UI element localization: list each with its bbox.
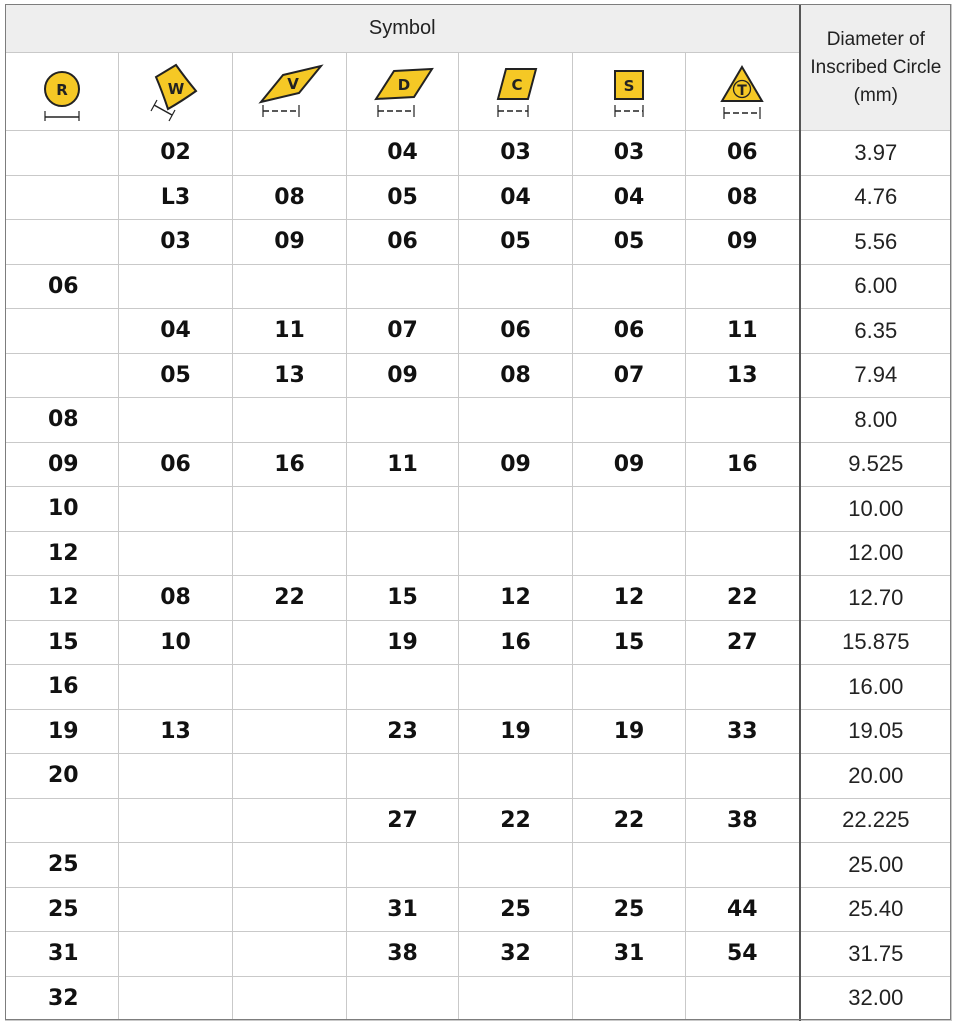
size-code-r: 20 bbox=[6, 754, 119, 799]
size-code-v: 08 bbox=[233, 175, 347, 220]
size-code-r: 25 bbox=[6, 887, 119, 932]
svg-text:V: V bbox=[286, 74, 299, 93]
size-code-d: 23 bbox=[347, 709, 459, 754]
size-code-v: 09 bbox=[233, 220, 347, 265]
size-code-s: 19 bbox=[573, 709, 686, 754]
size-code-t: 09 bbox=[686, 220, 800, 265]
size-code-r: 06 bbox=[6, 264, 119, 309]
diameter-value: 20.00 bbox=[800, 754, 952, 799]
size-code-d: 09 bbox=[347, 353, 459, 398]
size-code-d: 19 bbox=[347, 620, 459, 665]
size-code-w: 10 bbox=[119, 620, 233, 665]
size-code-s: 07 bbox=[573, 353, 686, 398]
diameter-value: 8.00 bbox=[800, 398, 952, 443]
diameter-value: 6.35 bbox=[800, 309, 952, 354]
diameter-header-line1: Diameter of bbox=[826, 28, 925, 50]
size-code-t: 54 bbox=[686, 932, 800, 977]
diameter-value: 31.75 bbox=[800, 932, 952, 977]
size-code-c: 03 bbox=[459, 131, 573, 176]
svg-text:S: S bbox=[623, 76, 635, 95]
size-code-c: 06 bbox=[459, 309, 573, 354]
size-code-d: 07 bbox=[347, 309, 459, 354]
size-code-v: 13 bbox=[233, 353, 347, 398]
diameter-value: 6.00 bbox=[800, 264, 952, 309]
size-code-s: 06 bbox=[573, 309, 686, 354]
size-code-w: 13 bbox=[119, 709, 233, 754]
diameter-header-line3: (mm) bbox=[853, 84, 898, 106]
size-code-c: 25 bbox=[459, 887, 573, 932]
size-code-s: 25 bbox=[573, 887, 686, 932]
size-code-r: 10 bbox=[6, 487, 119, 532]
diameter-value: 25.00 bbox=[800, 843, 952, 888]
size-code-t: 38 bbox=[686, 798, 800, 843]
size-code-d: 31 bbox=[347, 887, 459, 932]
size-code-t: 08 bbox=[686, 175, 800, 220]
size-code-v: 11 bbox=[233, 309, 347, 354]
size-code-s: 05 bbox=[573, 220, 686, 265]
size-code-v: 16 bbox=[233, 442, 347, 487]
symbol-header: Symbol bbox=[6, 5, 800, 53]
diameter-value: 32.00 bbox=[800, 976, 952, 1021]
diameter-value: 9.525 bbox=[800, 442, 952, 487]
size-code-w: 02 bbox=[119, 131, 233, 176]
size-code-c: 19 bbox=[459, 709, 573, 754]
size-code-c: 09 bbox=[459, 442, 573, 487]
size-code-c: 32 bbox=[459, 932, 573, 977]
size-code-c: 05 bbox=[459, 220, 573, 265]
table-frame bbox=[5, 4, 951, 1020]
size-code-w: 06 bbox=[119, 442, 233, 487]
size-code-c: 04 bbox=[459, 175, 573, 220]
diameter-value: 12.00 bbox=[800, 531, 952, 576]
size-code-w: 05 bbox=[119, 353, 233, 398]
size-code-d: 04 bbox=[347, 131, 459, 176]
svg-text:W: W bbox=[167, 79, 184, 98]
size-code-r: 25 bbox=[6, 843, 119, 888]
size-code-r: 08 bbox=[6, 398, 119, 443]
size-code-w: 04 bbox=[119, 309, 233, 354]
size-code-d: 05 bbox=[347, 175, 459, 220]
size-code-c: 22 bbox=[459, 798, 573, 843]
diameter-value: 25.40 bbox=[800, 887, 952, 932]
size-code-d: 38 bbox=[347, 932, 459, 977]
size-code-s: 04 bbox=[573, 175, 686, 220]
svg-text:R: R bbox=[56, 80, 68, 99]
size-code-r: 12 bbox=[6, 576, 119, 621]
size-code-d: 27 bbox=[347, 798, 459, 843]
size-code-w: 08 bbox=[119, 576, 233, 621]
size-code-t: 22 bbox=[686, 576, 800, 621]
diameter-value: 4.76 bbox=[800, 175, 952, 220]
size-code-r: 09 bbox=[6, 442, 119, 487]
size-code-t: 13 bbox=[686, 353, 800, 398]
size-code-t: 27 bbox=[686, 620, 800, 665]
diameter-value: 12.70 bbox=[800, 576, 952, 621]
size-code-c: 08 bbox=[459, 353, 573, 398]
diameter-value: 5.56 bbox=[800, 220, 952, 265]
diameter-value: 7.94 bbox=[800, 353, 952, 398]
svg-text:D: D bbox=[397, 75, 410, 94]
size-code-s: 31 bbox=[573, 932, 686, 977]
svg-text:T: T bbox=[737, 82, 748, 99]
size-code-r: 16 bbox=[6, 665, 119, 710]
svg-text:C: C bbox=[510, 75, 523, 94]
size-code-w: L3 bbox=[119, 175, 233, 220]
size-code-d: 06 bbox=[347, 220, 459, 265]
diameter-header-line2: Inscribed Circle bbox=[810, 56, 942, 78]
size-code-c: 16 bbox=[459, 620, 573, 665]
size-code-r: 32 bbox=[6, 976, 119, 1021]
diameter-value: 22.225 bbox=[800, 798, 952, 843]
size-code-t: 11 bbox=[686, 309, 800, 354]
size-code-v: 22 bbox=[233, 576, 347, 621]
size-code-s: 03 bbox=[573, 131, 686, 176]
diameter-value: 19.05 bbox=[800, 709, 952, 754]
size-code-c: 12 bbox=[459, 576, 573, 621]
size-code-w: 03 bbox=[119, 220, 233, 265]
size-code-t: 44 bbox=[686, 887, 800, 932]
size-code-s: 09 bbox=[573, 442, 686, 487]
size-code-t: 06 bbox=[686, 131, 800, 176]
size-code-r: 12 bbox=[6, 531, 119, 576]
size-code-d: 15 bbox=[347, 576, 459, 621]
size-code-d: 11 bbox=[347, 442, 459, 487]
size-code-s: 15 bbox=[573, 620, 686, 665]
size-code-s: 12 bbox=[573, 576, 686, 621]
diameter-value: 3.97 bbox=[800, 131, 952, 176]
size-code-s: 22 bbox=[573, 798, 686, 843]
size-code-r: 31 bbox=[6, 932, 119, 977]
diameter-value: 10.00 bbox=[800, 487, 952, 532]
size-code-t: 16 bbox=[686, 442, 800, 487]
diameter-value: 15.875 bbox=[800, 620, 952, 665]
size-code-t: 33 bbox=[686, 709, 800, 754]
size-code-r: 19 bbox=[6, 709, 119, 754]
diameter-value: 16.00 bbox=[800, 665, 952, 710]
size-code-r: 15 bbox=[6, 620, 119, 665]
